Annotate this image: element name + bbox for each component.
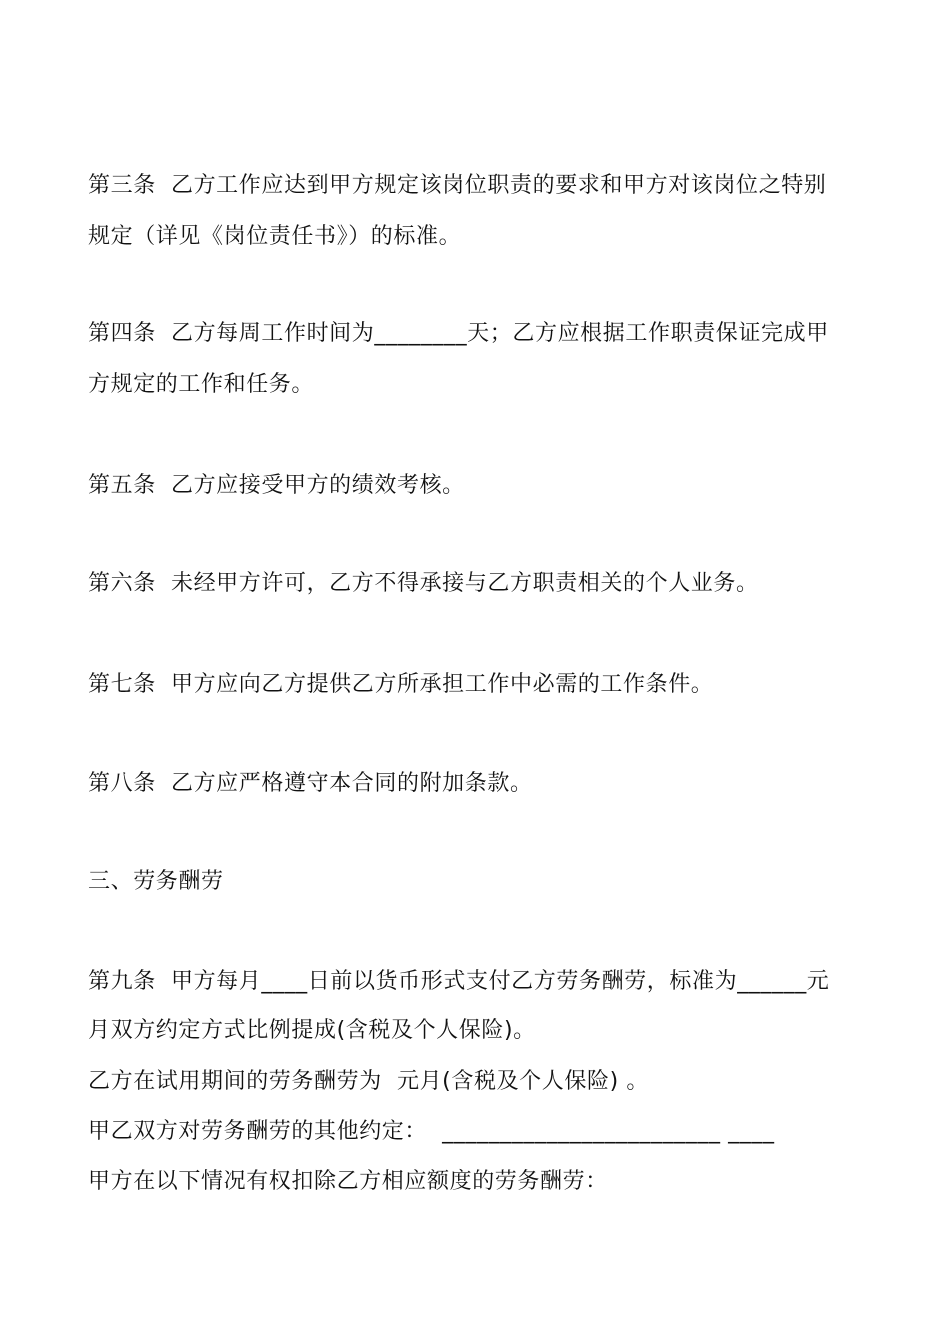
- probation-remuneration: 乙方在试用期间的劳务酬劳为 元月(含税及个人保险) 。: [88, 1069, 649, 1094]
- section-heading-remuneration: 三、劳务酬劳: [88, 869, 224, 894]
- article-3-line-1: 第三条 乙方工作应达到甲方规定该岗位职责的要求和甲方对该岗位之特别: [88, 173, 827, 198]
- article-3-line-2: 规定（详见《岗位责任书》）的标准。: [88, 224, 462, 249]
- other-remuneration-agreement: 甲乙双方对劳务酬劳的其他约定： ________________________ ____: [88, 1119, 775, 1144]
- article-8: 第八条 乙方应严格遵守本合同的附加条款。: [88, 771, 533, 796]
- article-4-line-2: 方规定的工作和任务。: [88, 372, 315, 397]
- deduction-conditions: 甲方在以下情况有权扣除乙方相应额度的劳务酬劳：: [88, 1169, 608, 1194]
- article-4-line-1: 第四条 乙方每周工作时间为________天；乙方应根据工作职责保证完成甲: [88, 321, 829, 346]
- article-9-line-1: 第九条 甲方每月____日前以货币形式支付乙方劳务酬劳，标准为______元: [88, 969, 830, 994]
- article-7: 第七条 甲方应向乙方提供乙方所承担工作中必需的工作条件。: [88, 672, 714, 697]
- article-6: 第六条 未经甲方许可，乙方不得承接与乙方职责相关的个人业务。: [88, 571, 759, 596]
- article-9-line-2: 月双方约定方式比例提成(含税及个人保险)。: [88, 1018, 536, 1043]
- article-5: 第五条 乙方应接受甲方的绩效考核。: [88, 473, 465, 498]
